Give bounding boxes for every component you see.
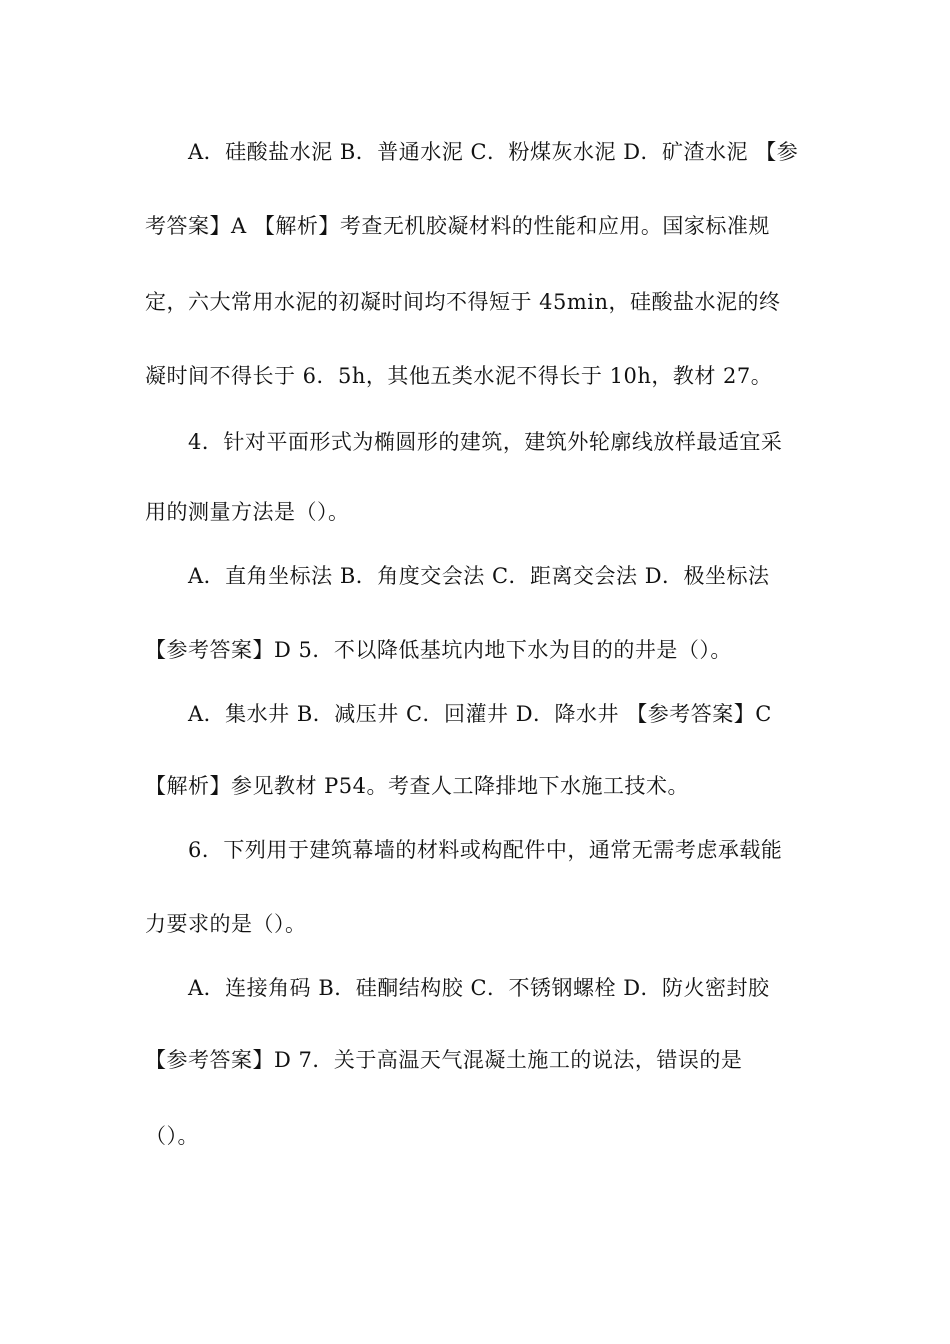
text-line-9: A．集水井 B．减压井 C．回灌井 D．降水井 【参考答案】C bbox=[188, 702, 772, 726]
text-line-6: 用的测量方法是（）。 bbox=[145, 500, 350, 524]
text-line-10: 【解析】参见教材 P54。考查人工降排地下水施工技术。 bbox=[145, 774, 690, 798]
text-line-1: A．硅酸盐水泥 B．普通水泥 C．粉煤灰水泥 D．矿渣水泥 【参 bbox=[188, 140, 799, 164]
text-line-2: 考答案】A 【解析】考查无机胶凝材料的性能和应用。国家标准规 bbox=[145, 214, 770, 238]
text-line-7: A．直角坐标法 B．角度交会法 C．距离交会法 D．极坐标法 bbox=[188, 564, 770, 588]
text-line-4: 凝时间不得长于 6．5h，其他五类水泥不得长于 10h，教材 27。 bbox=[145, 364, 773, 388]
text-line-11: 6．下列用于建筑幕墙的材料或构配件中，通常无需考虑承载能 bbox=[188, 838, 783, 862]
text-line-15: （）。 bbox=[145, 1124, 199, 1148]
text-line-13: A．连接角码 B．硅酮结构胶 C．不锈钢螺栓 D．防火密封胶 bbox=[188, 976, 770, 1000]
text-line-5: 4．针对平面形式为椭圆形的建筑，建筑外轮廓线放样最适宜采 bbox=[188, 430, 783, 454]
text-line-12: 力要求的是（）。 bbox=[145, 912, 307, 936]
text-line-14: 【参考答案】D 7．关于高温天气混凝土施工的说法，错误的是 bbox=[145, 1048, 743, 1072]
text-line-3: 定，六大常用水泥的初凝时间均不得短于 45min，硅酸盐水泥的终 bbox=[145, 290, 781, 314]
text-line-8: 【参考答案】D 5．不以降低基坑内地下水为目的的井是（）。 bbox=[145, 638, 732, 662]
